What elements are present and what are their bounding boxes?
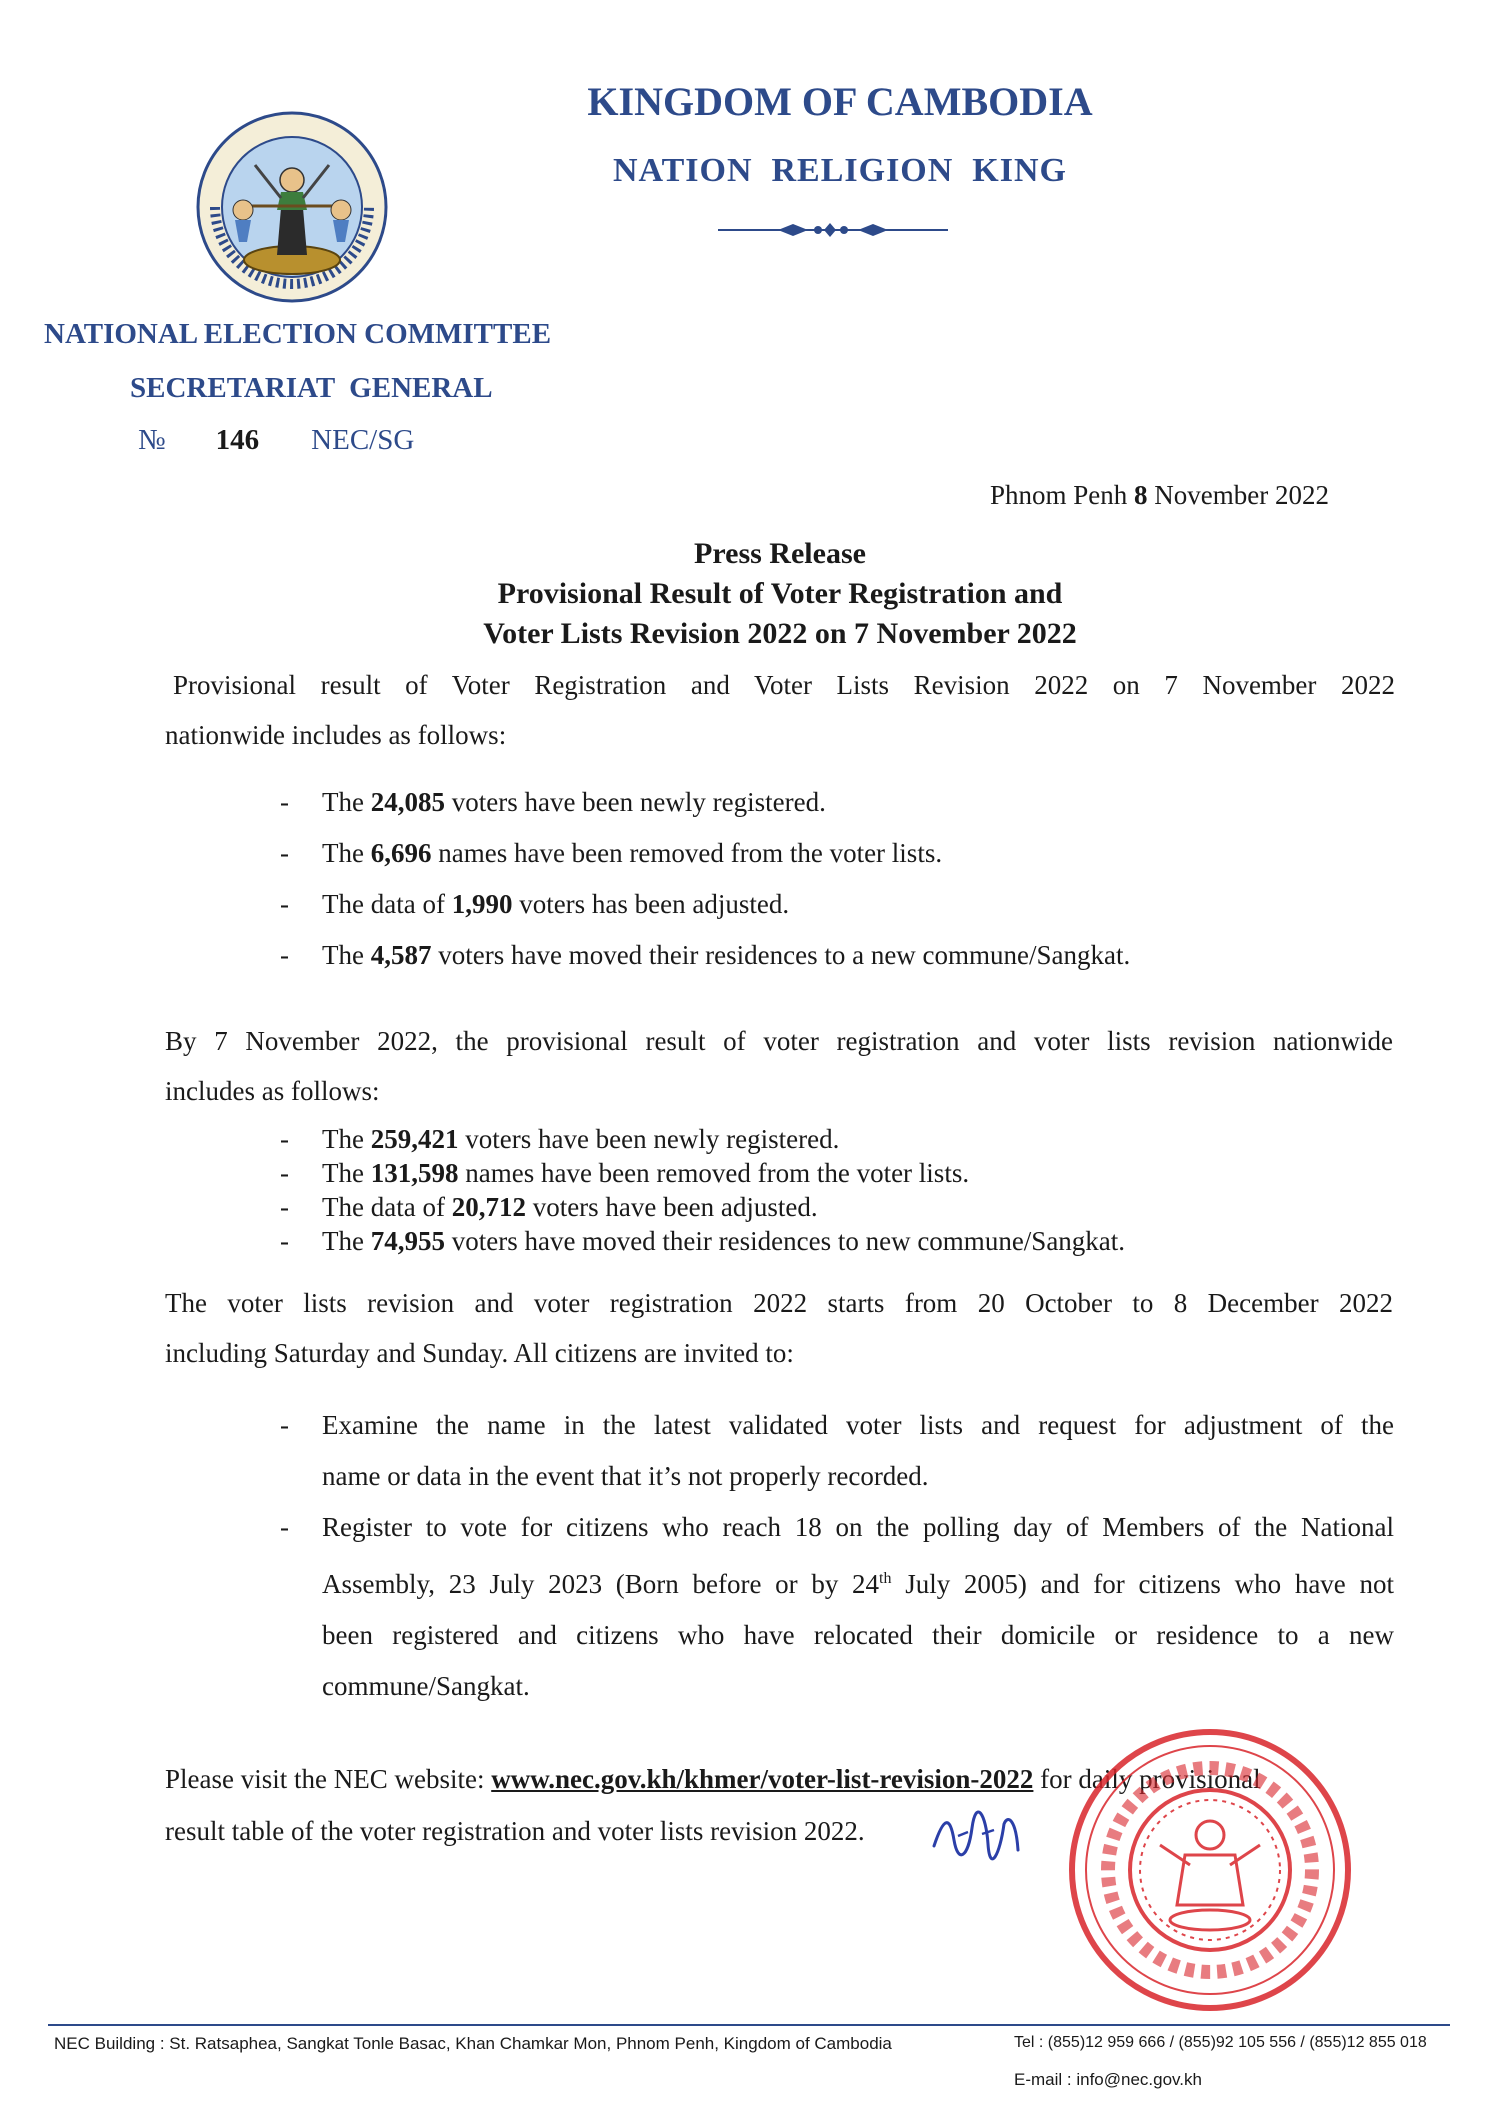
daily-results-list [272, 777, 1130, 981]
website-line-2: result table of the voter registration and voter lists revision 2022. [165, 1816, 865, 1846]
footer-divider [48, 2024, 1450, 2026]
date-day: 8 [1134, 480, 1148, 510]
cumulative-line-2: includes as follows: [165, 1076, 380, 1106]
cumulative-line-1: By 7 November 2022, the provisional result of voter registration and voter lists revision nationwide [165, 1026, 1393, 1056]
footer-address: NEC Building : St. Ratsaphea, Sangkat Tonle Basac, Khan Chamkar Mon, Phnom Penh, Kingdom of Cambodia [54, 2034, 892, 2053]
motto: NATION RELIGION KING [613, 152, 1067, 189]
list-item: - The 259,421 voters have been newly registered. [280, 1124, 840, 1154]
list-item: - The 131,598 names have been removed from the voter lists. [280, 1158, 970, 1188]
date-rest: November 2022 [1147, 480, 1329, 510]
title-line-2: Provisional Result of Voter Registration and [497, 577, 1063, 610]
list-item: - Register to vote for citizens who reach 18 on the polling day of Members of the National Assembly, 23 July 2023 (Born before or by 24th July 2005) and for citizens who have not been registered and citizens who have relocated their domicile or residence to a new commune/Sangkat. [280, 1512, 1394, 1701]
period-line-1: The voter lists revision and voter registration 2022 starts from 20 October to 8 December 2022 [165, 1288, 1393, 1318]
footer-telephone: Tel : (855)12 959 666 / (855)92 105 556 / (855)12 855 018 [1014, 2034, 1427, 2051]
kingdom-title: KINGDOM OF CAMBODIA [587, 79, 1093, 124]
date-place: Phnom Penh [990, 480, 1135, 510]
list-item: - The data of 20,712 voters have been adjusted. [280, 1192, 818, 1222]
ref-number: 146 [215, 424, 260, 456]
website-link[interactable]: www.nec.gov.kh/khmer/voter-list-revision-2022 [491, 1764, 1034, 1794]
list-item: - The 6,696 names have been removed from the voter lists. [280, 838, 943, 868]
nec-emblem-icon [195, 110, 390, 305]
committee-name: NATIONAL ELECTION COMMITTEE [44, 318, 552, 350]
footer-email: E-mail : info@nec.gov.kh [1014, 2070, 1202, 2089]
ref-prefix: № [138, 424, 166, 456]
ornamental-divider-icon [718, 220, 948, 240]
ref-suffix: NEC/SG [311, 424, 415, 456]
list-item: - The 74,955 voters have moved their residences to new commune/Sangkat. [280, 1226, 1126, 1256]
official-seal-icon [1065, 1725, 1355, 2015]
cumulative-results-list [272, 1122, 1125, 1258]
list-item: - The 4,587 voters have moved their residences to a new commune/Sangkat. [280, 940, 1131, 970]
invitation-list [272, 1400, 1394, 1712]
date-line [990, 480, 1329, 511]
intro-line-2: nationwide includes as follows: [165, 720, 507, 750]
secretariat-name: SECRETARIAT GENERAL [130, 372, 493, 404]
reference-number [138, 424, 414, 457]
title-press-release: Press Release [694, 537, 866, 570]
signature-icon [928, 1806, 1024, 1866]
list-item: - Examine the name in the latest validated voter lists and request for adjustment of the name or data in the event that it’s not properly recorded. [280, 1410, 1394, 1491]
list-item: - The 24,085 voters have been newly registered. [280, 787, 826, 817]
list-item: - The data of 1,990 voters has been adjusted. [280, 889, 790, 919]
title-line-3: Voter Lists Revision 2022 on 7 November 2022 [483, 617, 1077, 650]
period-line-2: including Saturday and Sunday. All citizens are invited to: [165, 1338, 794, 1368]
website-line: Please visit the NEC website: www.nec.gov.kh/khmer/voter-list-revision-2022 for daily provisional [165, 1764, 1261, 1794]
intro-line-1: Provisional result of Voter Registration and Voter Lists Revision 2022 on 7 November 2022 [173, 670, 1395, 700]
